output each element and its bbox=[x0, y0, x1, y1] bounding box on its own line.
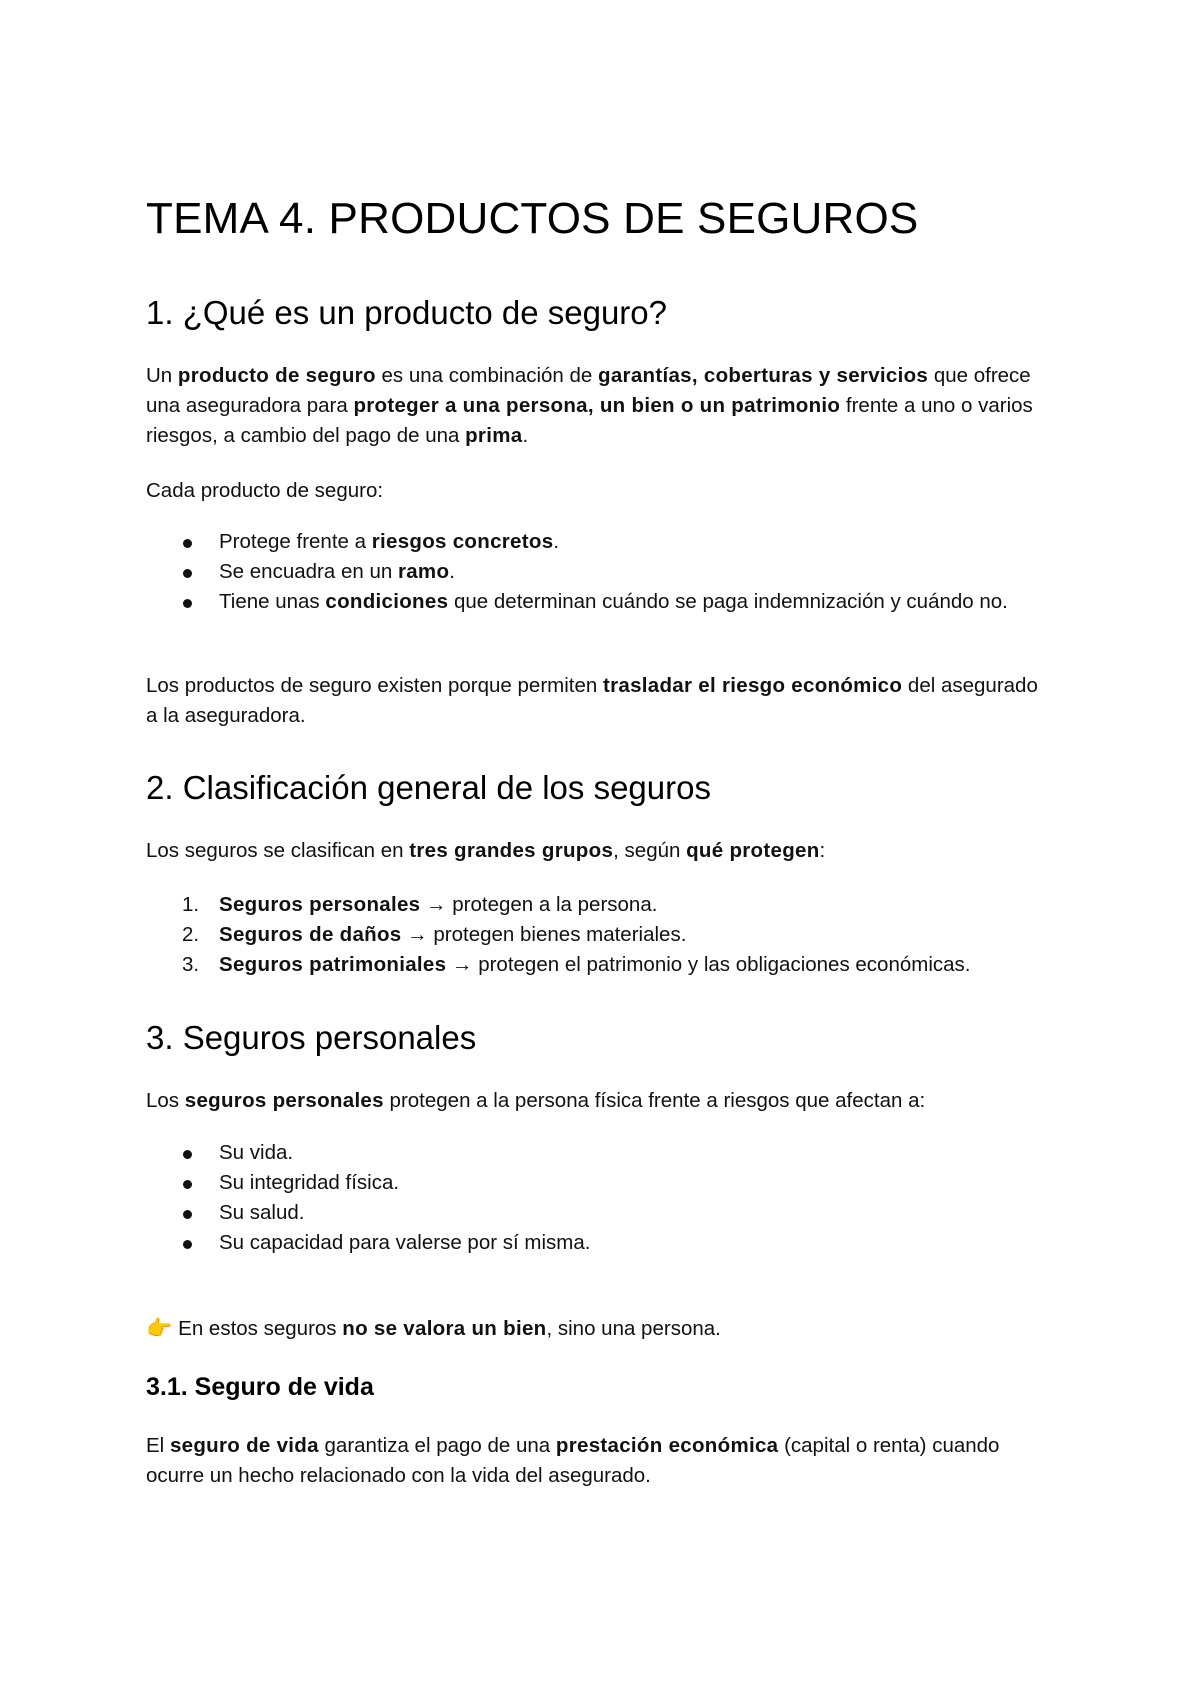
text-run: Los productos de seguro existen porque permiten bbox=[146, 674, 603, 697]
bold-text: qué protegen bbox=[686, 839, 820, 862]
bold-text: prestación económica bbox=[555, 1434, 779, 1457]
pointing-hand-icon: 👉 bbox=[146, 1317, 173, 1340]
text-run: garantiza el pago de una bbox=[318, 1434, 556, 1457]
bullet-icon bbox=[183, 1180, 192, 1189]
section-3-bullet-list bbox=[146, 1138, 1046, 1258]
list-item bbox=[146, 527, 1076, 557]
note-text bbox=[178, 1317, 721, 1340]
bullet-icon bbox=[183, 1240, 192, 1249]
section-2-heading: 2. Clasificación general de los seguros bbox=[146, 769, 711, 806]
text-run: Se encuadra en un bbox=[219, 560, 398, 583]
bullet-icon bbox=[183, 539, 192, 548]
list-item bbox=[146, 1198, 1046, 1228]
section-3-paragraph-1 bbox=[146, 1086, 1046, 1116]
list-item bbox=[146, 557, 1076, 587]
text-run: Los seguros se clasifican en bbox=[146, 839, 410, 862]
section-1-heading: 1. ¿Qué es un producto de seguro? bbox=[146, 294, 668, 331]
bullet-icon bbox=[183, 569, 192, 578]
text-run: es una combinación de bbox=[375, 364, 599, 387]
bullet-icon bbox=[183, 599, 192, 608]
text-run: que determinan cuándo se paga indemnización y cuándo no. bbox=[448, 590, 1008, 613]
text-run: , sino una persona. bbox=[546, 1317, 721, 1340]
list-number: 2. bbox=[182, 923, 200, 946]
bold-text: ramo bbox=[397, 560, 450, 583]
bold-text: prima bbox=[465, 424, 523, 447]
bullet-icon bbox=[183, 1150, 192, 1159]
list-item-text: Su integridad física. bbox=[219, 1171, 400, 1194]
bold-text: condiciones bbox=[325, 590, 449, 613]
text-run: del asegurado a la aseguradora. bbox=[146, 674, 1038, 727]
text-run: . bbox=[553, 530, 560, 553]
numbered-list-item bbox=[146, 890, 1076, 920]
list-item bbox=[146, 1138, 1046, 1168]
text-run: : bbox=[819, 839, 826, 862]
bold-text: seguros personales bbox=[184, 1089, 384, 1112]
text-run: protegen a la persona física frente a riesgos que afectan a: bbox=[383, 1089, 926, 1112]
list-item-text: Su salud. bbox=[219, 1201, 305, 1224]
text-run: Los bbox=[146, 1089, 185, 1112]
text-run: Protege frente a bbox=[219, 530, 372, 553]
list-item-text: Su capacidad para valerse por sí misma. bbox=[219, 1231, 591, 1254]
text-run: Un bbox=[146, 364, 178, 387]
list-item-text: Su vida. bbox=[219, 1141, 294, 1164]
bold-text: garantías, coberturas y servicios bbox=[598, 364, 929, 387]
text-run: → protegen a la persona. bbox=[420, 893, 658, 916]
text-run: Tiene unas bbox=[219, 590, 326, 613]
subsection-3-1-paragraph bbox=[146, 1431, 1046, 1491]
text-run: El bbox=[146, 1434, 170, 1457]
bold-text: riesgos concretos bbox=[371, 530, 554, 553]
list-item bbox=[146, 587, 1076, 617]
section-1-paragraph-3 bbox=[146, 671, 1046, 731]
bold-text: Seguros de daños bbox=[219, 923, 402, 946]
text-run: (capital o renta) cuando ocurre un hecho relacionado con la vida del asegurado. bbox=[146, 1434, 1000, 1487]
list-item bbox=[146, 1168, 1046, 1198]
bold-text: Seguros personales bbox=[219, 893, 421, 916]
text-run: En estos seguros bbox=[178, 1317, 343, 1340]
list-number: 3. bbox=[182, 953, 200, 976]
numbered-list-item bbox=[146, 920, 1076, 950]
bold-text: trasladar el riesgo económico bbox=[602, 674, 903, 697]
document-title: TEMA 4. PRODUCTOS DE SEGUROS bbox=[146, 194, 919, 243]
text-run: frente a uno o varios riesgos, a cambio del pago de una bbox=[146, 394, 1033, 447]
list-item bbox=[146, 1228, 1046, 1258]
numbered-list-item bbox=[146, 950, 1076, 980]
bold-text: producto de seguro bbox=[177, 364, 376, 387]
bold-text: proteger a una persona, un bien o un patrimonio bbox=[353, 394, 841, 417]
section-2-paragraph-1 bbox=[146, 836, 1046, 866]
text-run: → protegen el patrimonio y las obligaciones económicas. bbox=[446, 953, 971, 976]
section-2-numbered-list bbox=[146, 890, 1076, 980]
text-run: → protegen bienes materiales. bbox=[401, 923, 687, 946]
section-1-paragraph-1 bbox=[146, 361, 1046, 451]
bold-text: Seguros patrimoniales bbox=[219, 953, 447, 976]
section-3-heading: 3. Seguros personales bbox=[146, 1019, 477, 1056]
bold-text: seguro de vida bbox=[169, 1434, 319, 1457]
section-3-note bbox=[146, 1314, 1046, 1344]
section-1-paragraph-2: Cada producto de seguro: bbox=[146, 479, 384, 502]
bold-text: tres grandes grupos bbox=[409, 839, 614, 862]
bold-text: no se valora un bien bbox=[342, 1317, 547, 1340]
text-run: que ofrece una aseguradora para bbox=[146, 364, 1031, 417]
subsection-3-1-heading: 3.1. Seguro de vida bbox=[146, 1373, 374, 1401]
list-number: 1. bbox=[182, 893, 200, 916]
bullet-icon bbox=[183, 1210, 192, 1219]
section-1-bullet-list bbox=[146, 527, 1076, 617]
text-run: . bbox=[449, 560, 455, 583]
text-run: . bbox=[522, 424, 529, 447]
text-run: , según bbox=[613, 839, 687, 862]
